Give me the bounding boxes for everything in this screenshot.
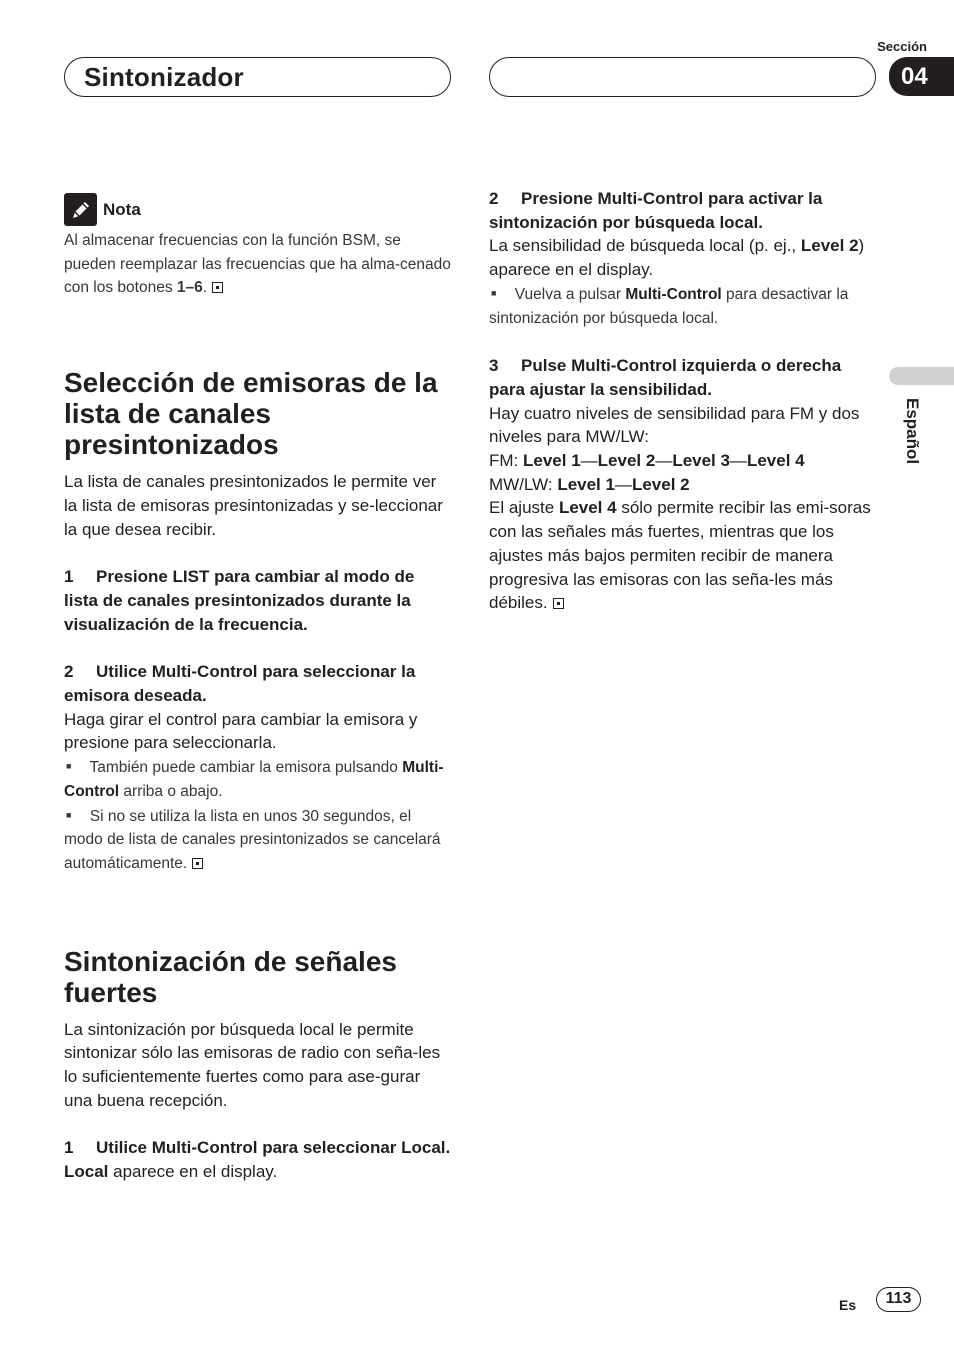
section-heading-strong-signals: Sintonización de señales fuertes (64, 945, 397, 1008)
step-2-local-body: La sensibilidad de búsqueda local (p. ej., Level 2) aparece en el display. (489, 236, 865, 280)
note-text: Al almacenar frecuencias con la función BSM, se pueden reemplazar las frecuencias que ha alma-cenado con los botones 1–6. (64, 232, 451, 297)
note-header (64, 193, 452, 226)
mw-lw-levels: MW/LW: Level 1—Level 2 (489, 474, 690, 494)
header-right-frame (489, 57, 876, 97)
page-number: 113 (876, 1287, 921, 1312)
step-1-local: 1 Utilice Multi-Control para seleccionar Local. (64, 1138, 451, 1158)
right-column (489, 187, 877, 615)
language-label: Español (903, 398, 922, 465)
language-tab (889, 367, 954, 385)
left-column (64, 193, 452, 1184)
section-intro-strong-signals: La sintonización por búsqueda local le permite sintonizar sólo las emisoras de radio con seña-les lo suficientemente fuertes como para ase-gurar una buena recepción. (64, 1019, 441, 1110)
fm-levels: FM: Level 1—Level 2—Level 3—Level 4 (489, 451, 805, 471)
page-header-title: Sintonizador (84, 62, 244, 92)
section-label: Sección (877, 39, 927, 54)
step-1-preset-list: 1 Presione LIST para cambiar al modo de lista de canales presintonizados durante la visualización de la frecuencia. (64, 567, 415, 634)
pencil-icon (64, 193, 97, 226)
bullet-deactivate-local: ■ Vuelva a pulsar Multi-Control para desactivar la sintonización por búsqueda local. (489, 282, 877, 330)
level-explanation: El ajuste Level 4 sólo permite recibir las emi-soras con las señales más fuertes, mientras que los ajustes más bajos permiten recibir de manera progresiva las emisoras con las seña-les más débiles. (489, 498, 871, 613)
section-intro-preset-list: La lista de canales presintonizados le permite ver la lista de emisoras presintonizadas y se-leccionar la que desea recibir. (64, 472, 443, 539)
end-mark-icon (212, 282, 223, 293)
end-mark-icon (553, 598, 564, 609)
section-number-badge: 04 (889, 57, 954, 96)
section-heading-preset-list: Selección de emisoras de la lista de canales presintonizados (64, 367, 438, 461)
step-2-body: Haga girar el control para cambiar la emisora y presione para seleccionarla. (64, 709, 418, 753)
step-1-local-body: Local aparece en el display. (64, 1162, 278, 1182)
bullet-change-station: ■ También puede cambiar la emisora pulsando Multi-Control arriba o abajo. (64, 755, 452, 803)
step-2-local: 2 Presione Multi-Control para activar la sintonización por búsqueda local. (489, 189, 823, 232)
step-3-local: 3 Pulse Multi-Control izquierda o derecha para ajustar la sensibilidad. (489, 356, 842, 399)
end-mark-icon (192, 858, 203, 869)
step-2-preset-list: 2 Utilice Multi-Control para seleccionar la emisora deseada. (64, 662, 416, 706)
step-3-body: Hay cuatro niveles de sensibilidad para FM y dos niveles para MW/LW: (489, 403, 860, 447)
bullet-auto-cancel: ■ Si no se utiliza la lista en unos 30 segundos, el modo de lista de canales presintonizados se cancelará automáticamente. (64, 804, 452, 876)
footer-language-code: Es (839, 1297, 857, 1313)
note-title: Nota (103, 199, 141, 219)
